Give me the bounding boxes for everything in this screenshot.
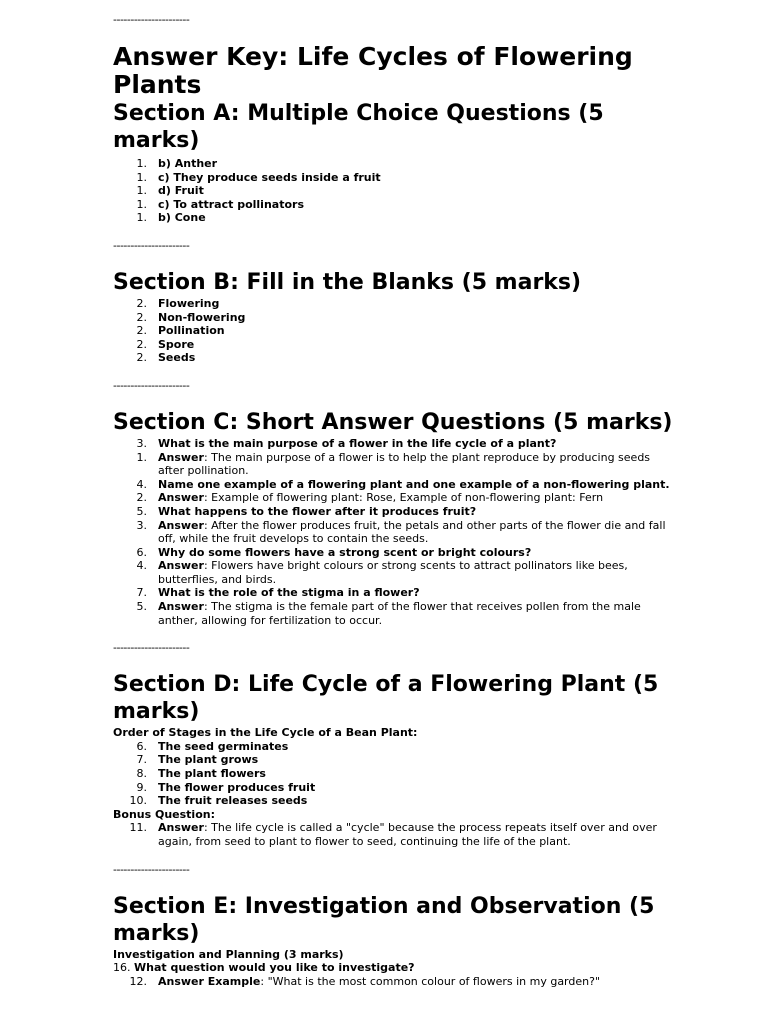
question-item: 4. Name one example of a flowering plant and one example of a non-flowering plant.	[136, 477, 670, 491]
section-a-list	[113, 157, 673, 225]
section-c-heading: Section C: Short Answer Questions (5 marks)	[113, 409, 673, 435]
section-d-heading: Section D: Life Cycle of a Flowering Plant (5 marks)	[113, 672, 659, 725]
list-item: 1. c) To attract pollinators	[136, 197, 304, 211]
section-b-list	[113, 297, 673, 365]
answer-item: 11. Answer: The life cycle is called a "cycle" because the process repeats itself over and over again, from seed to plant to flower to seed, continuing the life of the plant.	[129, 821, 657, 848]
list-item: 2. Flowering	[136, 296, 220, 310]
section-e-heading: Section E: Investigation and Observation (5 marks)	[113, 893, 655, 946]
section-a-heading: Section A: Multiple Choice Questions (5 marks)	[113, 101, 604, 153]
list-item: 1. b) Cone	[136, 211, 206, 225]
section-e-list	[113, 975, 673, 989]
separator-line: ----------------------	[113, 378, 190, 392]
bonus-list	[113, 821, 673, 848]
question-item: 5. What happens to the flower after it produces fruit?	[136, 504, 477, 518]
document-page	[113, 0, 673, 988]
question-item: 16. What question would you like to investigate?	[113, 961, 415, 975]
bonus-label: Bonus Question:	[113, 807, 215, 821]
separator-line: ----------------------	[113, 641, 190, 655]
separator-line: ----------------------	[113, 238, 190, 252]
section-c-list	[113, 437, 673, 627]
list-item: 7. The plant grows	[136, 753, 259, 767]
page-title: Answer Key: Life Cycles of Flowering Plants	[113, 42, 633, 99]
section-d-list	[113, 740, 673, 808]
answer-item: 1. Answer: The main purpose of a flower is to help the plant reproduce by producing seeds after pollination.	[136, 450, 651, 478]
list-item: 1. c) They produce seeds inside a fruit	[136, 170, 381, 184]
answer-item: 2. Answer: Example of flowering plant: Rose, Example of non-flowering plant: Fern	[136, 491, 604, 505]
list-item: 2. Spore	[136, 337, 195, 351]
answer-item: 12. Answer Example: "What is the most common colour of flowers in my garden?"	[129, 974, 601, 988]
section-b-heading: Section B: Fill in the Blanks (5 marks)	[113, 269, 582, 295]
list-item: 2. Non-flowering	[136, 310, 246, 324]
list-item: 1. d) Fruit	[136, 184, 204, 198]
list-item: 2. Pollination	[136, 324, 225, 338]
question-item: 7. What is the role of the stigma in a flower?	[136, 586, 420, 600]
answer-item: 4. Answer: Flowers have bright colours or strong scents to attract pollinators like bees, butterflies, and birds.	[136, 559, 628, 586]
planning-label: Investigation and Planning (3 marks)	[113, 947, 344, 961]
question-item: 6. Why do some flowers have a strong scent or bright colours?	[136, 545, 532, 559]
order-label: Order of Stages in the Life Cycle of a Bean Plant:	[113, 726, 418, 740]
question-item: 3. What is the main purpose of a flower in the life cycle of a plant?	[136, 436, 557, 450]
answer-item: 3. Answer: After the flower produces fruit, the petals and other parts of the flower die and fall off, while the fruit develops to contain the seeds.	[136, 518, 666, 546]
list-item: 6. The seed germinates	[136, 739, 289, 753]
list-item: 8. The plant flowers	[136, 767, 266, 781]
list-item: 10. The fruit releases seeds	[129, 794, 308, 808]
separator-line: ----------------------	[113, 862, 190, 876]
separator-line: ----------------------	[113, 13, 190, 26]
list-item: 1. b) Anther	[136, 157, 218, 170]
list-item: 9. The flower produces fruit	[136, 780, 316, 794]
list-item: 2. Seeds	[136, 351, 196, 365]
answer-item: 5. Answer: The stigma is the female part of the flower that receives pollen from the male anther, allowing for fertilization to occur.	[136, 600, 641, 627]
